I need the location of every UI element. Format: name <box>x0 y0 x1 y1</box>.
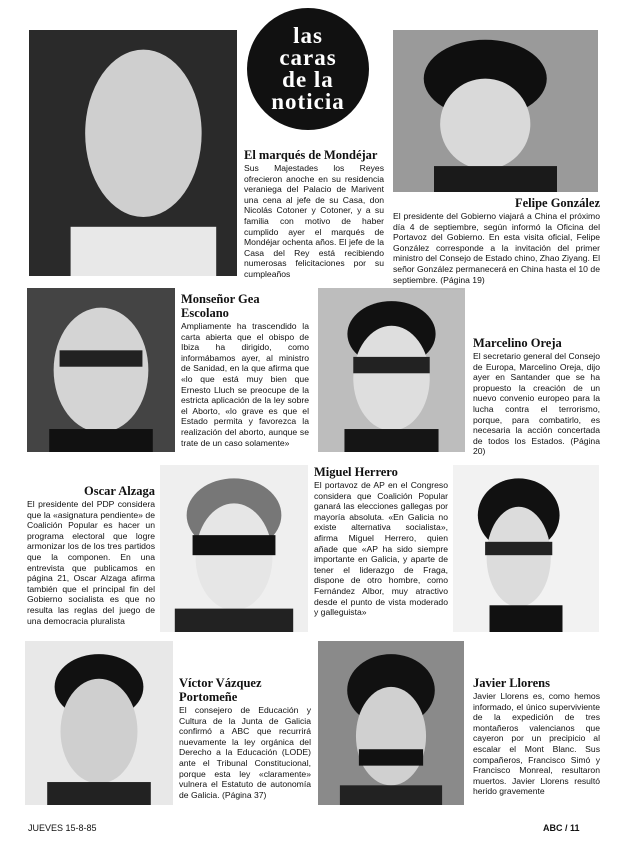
article-text: El consejero de Educación y Cultura de la Junta de Galicia confirmó a ABC que recurrirá nuevamente la ley orgánica del Derecho a la Educación (LODE) ante el Tribunal Constitucional, porque esta ley «claramente» vulnera el Estatuto de autonomía de Galicia. (Página 37) <box>179 705 311 800</box>
article-llorens <box>473 676 600 797</box>
badge-line: las <box>293 23 323 48</box>
article-text: Javier Llorens es, como hemos informado, el único superviviente de la expedición de tres montañeros valencianos que cayeron por un precipicio al escalar el Mont Blanc. Sus compañeros, Francisco Simó y Francisco Monreal, resultaron muertos. Javier Llorens resultó herido gravemente <box>473 691 600 797</box>
person-name: El marqués de Mondéjar <box>244 148 378 162</box>
person-name: Javier Llorens <box>473 676 550 690</box>
photo-gonzalez <box>393 30 598 192</box>
article-mondejar <box>244 148 384 280</box>
article-text: Ampliamente ha trascendido la carta abierta que el obispo de Ibiza ha dirigido, como informábamos ayer, al ministro de Sanidad, en la que afirma que «lo que está muy bien que Ernesto Lluch se preocupe de la estricta aplicación de la ley sobre el Aborto, «lo grave es que el Estado permita y favorezca la realización del aborto, aunque se trate de un caso solamente» <box>181 321 309 448</box>
footer-date: JUEVES 15-8-85 <box>28 823 97 833</box>
badge-line: caras <box>279 45 337 70</box>
article-text: Sus Majestades los Reyes ofrecieron anoche en su residencia veraniega del Palacio de Marivent una cena al jefe de su Casa, don Nicolás Cotoner y Cotoner, y a su familia con motivo de haber cumplido ayer el marqués de Mondéjar ochenta años. El jefe de la Casa del Rey está recibiendo numerosas felicitaciones por su cumpleaños <box>244 163 384 279</box>
article-text: El portavoz de AP en el Congreso considera que Coalición Popular ganará las elecciones gallegas por mayoría absoluta. «En Galicia no existe alternativa socialista», afirma Miguel Herrero, quien añade que «AP ha sido siempre importante en Galicia, y aparte de tener el liderazgo de Fraga, dispone de otro hombre, como Fernández Albor, muy atractivo desde el punto de vista moderado y galleguista» <box>314 480 448 618</box>
article-alzaga <box>27 484 155 626</box>
person-name: Oscar Alzaga <box>84 484 155 498</box>
photo-oreja <box>318 288 465 452</box>
footer-page: ABC / 11 <box>543 823 580 833</box>
article-text: El presidente del Gobierno viajará a China el próximo día 4 de septiembre, según informó la Oficina del Portavoz del Gobierno. En esta visita oficial, Felipe González corresponde a la invitación del primer ministro del Consejo de Estado chino, Zhao Ziyang. El señor González permanecerá en China hasta el 10 de septiembre. (Página 19) <box>393 211 600 285</box>
badge-line: noticia <box>271 89 345 114</box>
photo-vazquez-portomene <box>25 641 173 805</box>
article-oreja <box>473 336 600 457</box>
photo-gea-escolano <box>27 288 175 452</box>
article-gea-escolano <box>181 292 309 448</box>
person-name: Miguel Herrero <box>314 465 398 479</box>
person-name: Felipe González <box>514 196 600 210</box>
photo-herrero <box>453 465 599 632</box>
article-text: El presidente del PDP considera que la «asignatura pendiente» de Coalición Popular es hacer un programa electoral que logre armonizar los de los tres partidos que la componen. En una entrevista que publicamos en página 21, Oscar Alzaga afirma también que el principal fin del Gobierno socialista es que no resulta las reglas del juego de una democracia pluralista <box>27 499 155 626</box>
article-text: El secretario general del Consejo de Europa, Marcelino Oreja, dijo ayer en Santander que se ha propuesto la creación de un nuevo convenio europeo para la lucha contra el terrorismo, porque, para combatirlo, es necesaria la acción concertada de todos los Estados. (Página 20) <box>473 351 600 457</box>
article-gonzalez <box>393 196 600 285</box>
person-name: Víctor Vázquez Portomeñe <box>179 676 262 704</box>
article-herrero <box>314 465 448 618</box>
photo-alzaga <box>160 465 308 632</box>
person-name: Monseñor Gea Escolano <box>181 292 260 320</box>
section-badge <box>247 8 369 130</box>
article-vazquez-portomene <box>179 676 311 800</box>
photo-llorens <box>318 641 464 805</box>
badge-line: de la <box>282 67 334 92</box>
photo-mondejar <box>29 30 237 276</box>
person-name: Marcelino Oreja <box>473 336 562 350</box>
